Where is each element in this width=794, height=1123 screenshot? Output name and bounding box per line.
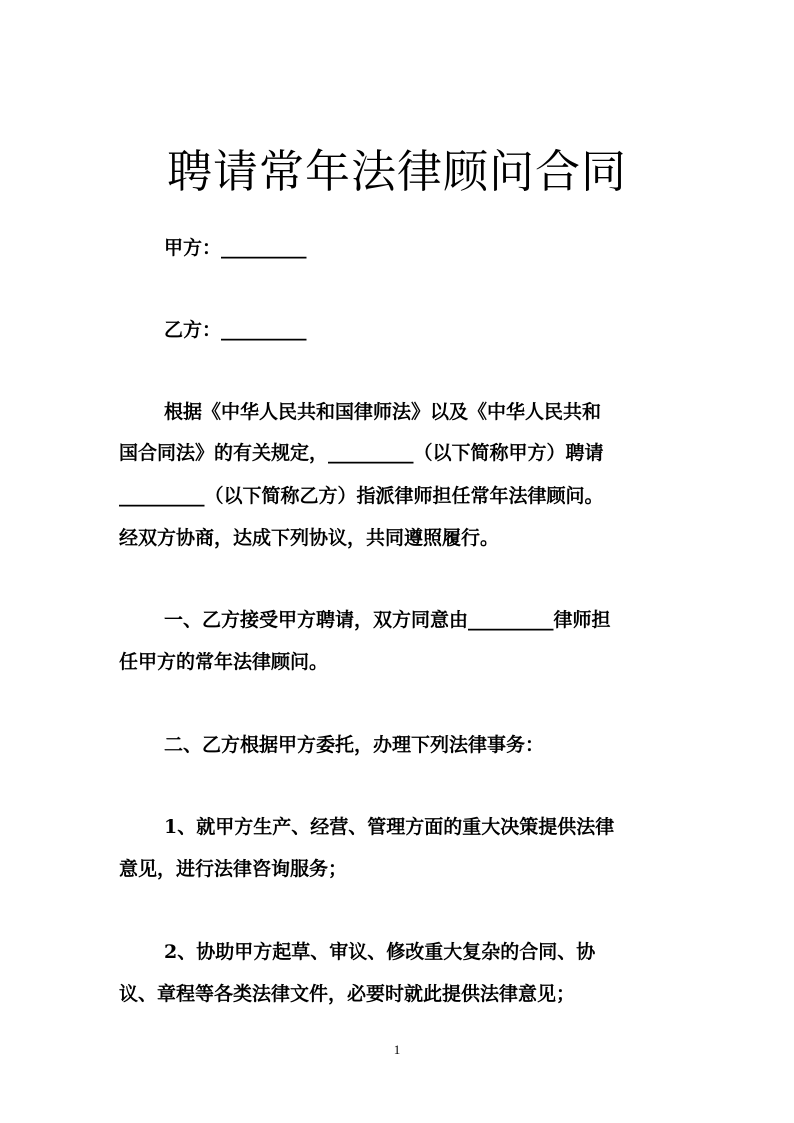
clause-1-line-1: 一、乙方接受甲方聘请，双方同意由_________律师担	[164, 609, 611, 631]
contract-title: 聘请常年法律顾问合同	[166, 145, 627, 198]
preamble-line-2: 国合同法》的有关规定，_________（以下简称甲方）聘请	[119, 442, 604, 464]
preamble-line-3: _________（以下简称乙方）指派律师担任常年法律顾问。	[119, 485, 604, 507]
party-b-line: 乙方：_________	[164, 319, 307, 341]
item-2-line-2: 议、章程等各类法律文件，必要时就此提供法律意见；	[119, 983, 576, 1005]
page-number: 1	[393, 1042, 401, 1057]
preamble-line-1: 根据《中华人民共和国律师法》以及《中华人民共和	[164, 401, 602, 423]
preamble-line-4: 经双方协商，达成下列协议，共同遵照履行。	[119, 527, 500, 549]
item-1-line-1: 1、就甲方生产、经营、管理方面的重大决策提供法律	[164, 816, 615, 838]
clause-2-heading: 二、乙方根据甲方委托，办理下列法律事务：	[164, 734, 545, 756]
item-1-line-2: 意见，进行法律咨询服务；	[119, 858, 348, 880]
item-2-line-1: 2、协助甲方起草、审议、修改重大复杂的合同、协	[164, 941, 596, 963]
party-a-line: 甲方：_________	[164, 237, 307, 259]
clause-1-line-2: 任甲方的常年法律顾问。	[119, 651, 329, 673]
